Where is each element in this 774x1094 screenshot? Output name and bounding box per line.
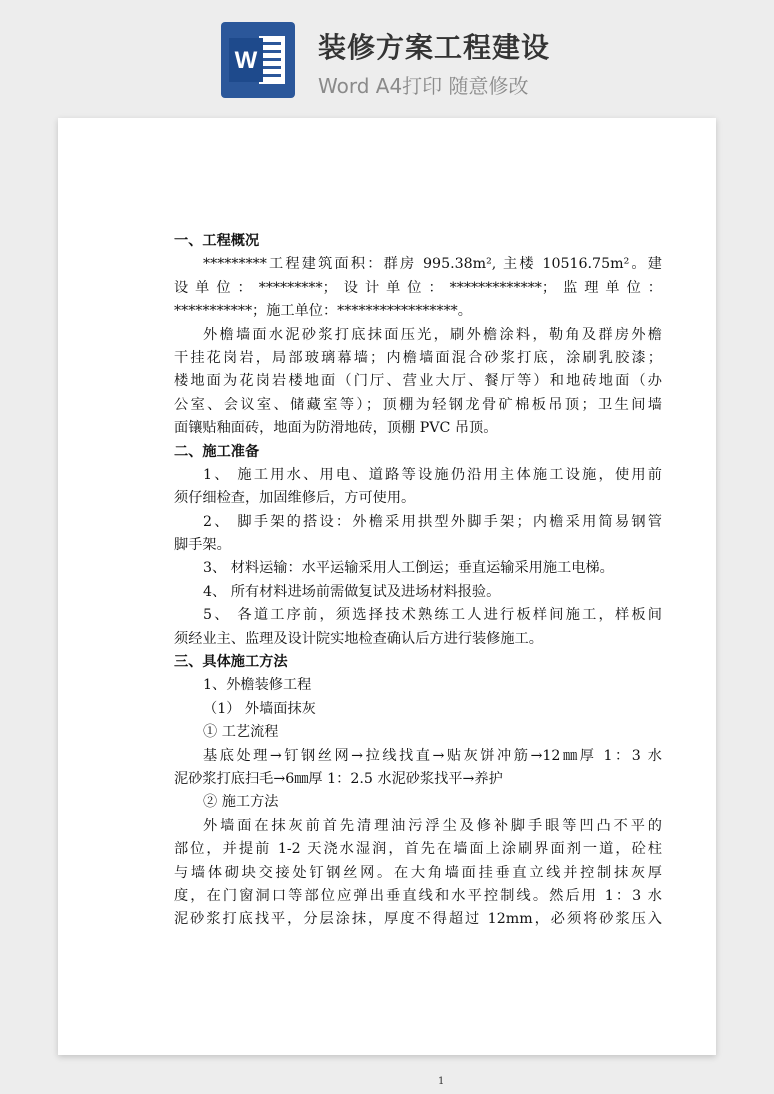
section-heading: 一、工程概况 — [174, 233, 260, 249]
body-text-line: 4、 所有材料进场前需做复试及进场材料报验。 — [203, 583, 501, 600]
body-text-line: 楼地面为花岗岩楼地面（门厅、营业大厅、餐厅等）和地砖地面（办 — [174, 373, 662, 390]
body-text-line: 干挂花岗岩，局部玻璃幕墙；内檐墙面混合砂浆打底，涂刷乳胶漆； — [174, 349, 662, 366]
body-text-line: 1、外檐装修工程 — [203, 677, 312, 694]
body-text-line: 公室、会议室、储藏室等）；顶棚为轻钢龙骨矿棉板吊顶；卫生间墙 — [174, 396, 662, 413]
body-text-line: 须仔细检查，加固维修后，方可使用。 — [174, 490, 416, 507]
document-body — [174, 230, 662, 932]
banner-title: 装修方案工程建设 — [318, 31, 551, 64]
body-text-line: 基底处理→钉钢丝网→拉线找直→贴灰饼冲筋→12㎜厚 1：3 水 — [203, 747, 662, 764]
body-text-line: （1） 外墙面抹灰 — [203, 700, 316, 717]
body-text-line: 部位，并提前 1-2 天浇水湿润，首先在墙面上涂刷界面剂一道，砼柱 — [174, 841, 662, 858]
body-text-line: 度，在门窗洞口等部位应弹出垂直线和水平控制线。然后用 1：3 水 — [174, 887, 662, 904]
body-text-line: *********工程建筑面积：群房 995.38m², 主楼 10516.75m²。建 — [203, 256, 662, 273]
body-text-line: 外檐墙面水泥砂浆打底抹面压光，刷外檐涂料，勒角及群房外檐 — [203, 326, 662, 343]
page-number: 1 — [438, 1076, 445, 1087]
body-text-line: 设单位：*********；设计单位：*************；监理单位： — [174, 279, 662, 296]
word-document-icon — [221, 22, 295, 98]
body-text-line: 5、 各道工序前，须选择技术熟练工人进行板样间施工，样板间 — [203, 607, 662, 624]
document-page — [58, 118, 716, 1087]
body-text-line: 泥砂浆打底找平，分层涂抹，厚度不得超过 12mm，必须将砂浆压入 — [174, 911, 662, 928]
body-text-line: 2、 脚手架的搭设：外檐采用拱型外脚手架；内檐采用简易钢管 — [203, 513, 662, 530]
body-text-line: 泥砂浆打底扫毛→6㎜厚 1：2.5 水泥砂浆找平→养护 — [174, 770, 503, 787]
body-text-line: ① 工艺流程 — [203, 724, 279, 741]
body-text-line: 与墙体砌块交接处钉钢丝网。在大角墙面挂垂直立线并控制抹灰厚 — [174, 864, 662, 881]
body-text-line: ***********；施工单位：*****************。 — [174, 303, 472, 320]
body-text-line: 面镶贴釉面砖，地面为防滑地砖，顶棚 PVC 吊顶。 — [174, 420, 498, 437]
body-text-line: 3、 材料运输：水平运输采用人工倒运；垂直运输采用施工电梯。 — [203, 560, 614, 577]
body-text-line: 脚手架。 — [174, 537, 231, 554]
header-banner — [0, 0, 774, 112]
body-text-line: 须经业主、监理及设计院实地检查确认后方进行装修施工。 — [174, 630, 543, 647]
body-text-line: ② 施工方法 — [203, 794, 279, 811]
body-text-line: 1、 施工用水、用电、道路等设施仍沿用主体施工设施，使用前 — [203, 466, 662, 483]
section-heading: 三、具体施工方法 — [174, 654, 288, 671]
body-text-line: 外墙面在抹灰前首先清理油污浮尘及修补脚手眼等凹凸不平的 — [203, 817, 662, 834]
word-logo-letter: W — [234, 47, 258, 74]
section-heading: 二、施工准备 — [174, 443, 260, 460]
banner-subtitle: Word A4打印 随意修改 — [318, 74, 529, 98]
